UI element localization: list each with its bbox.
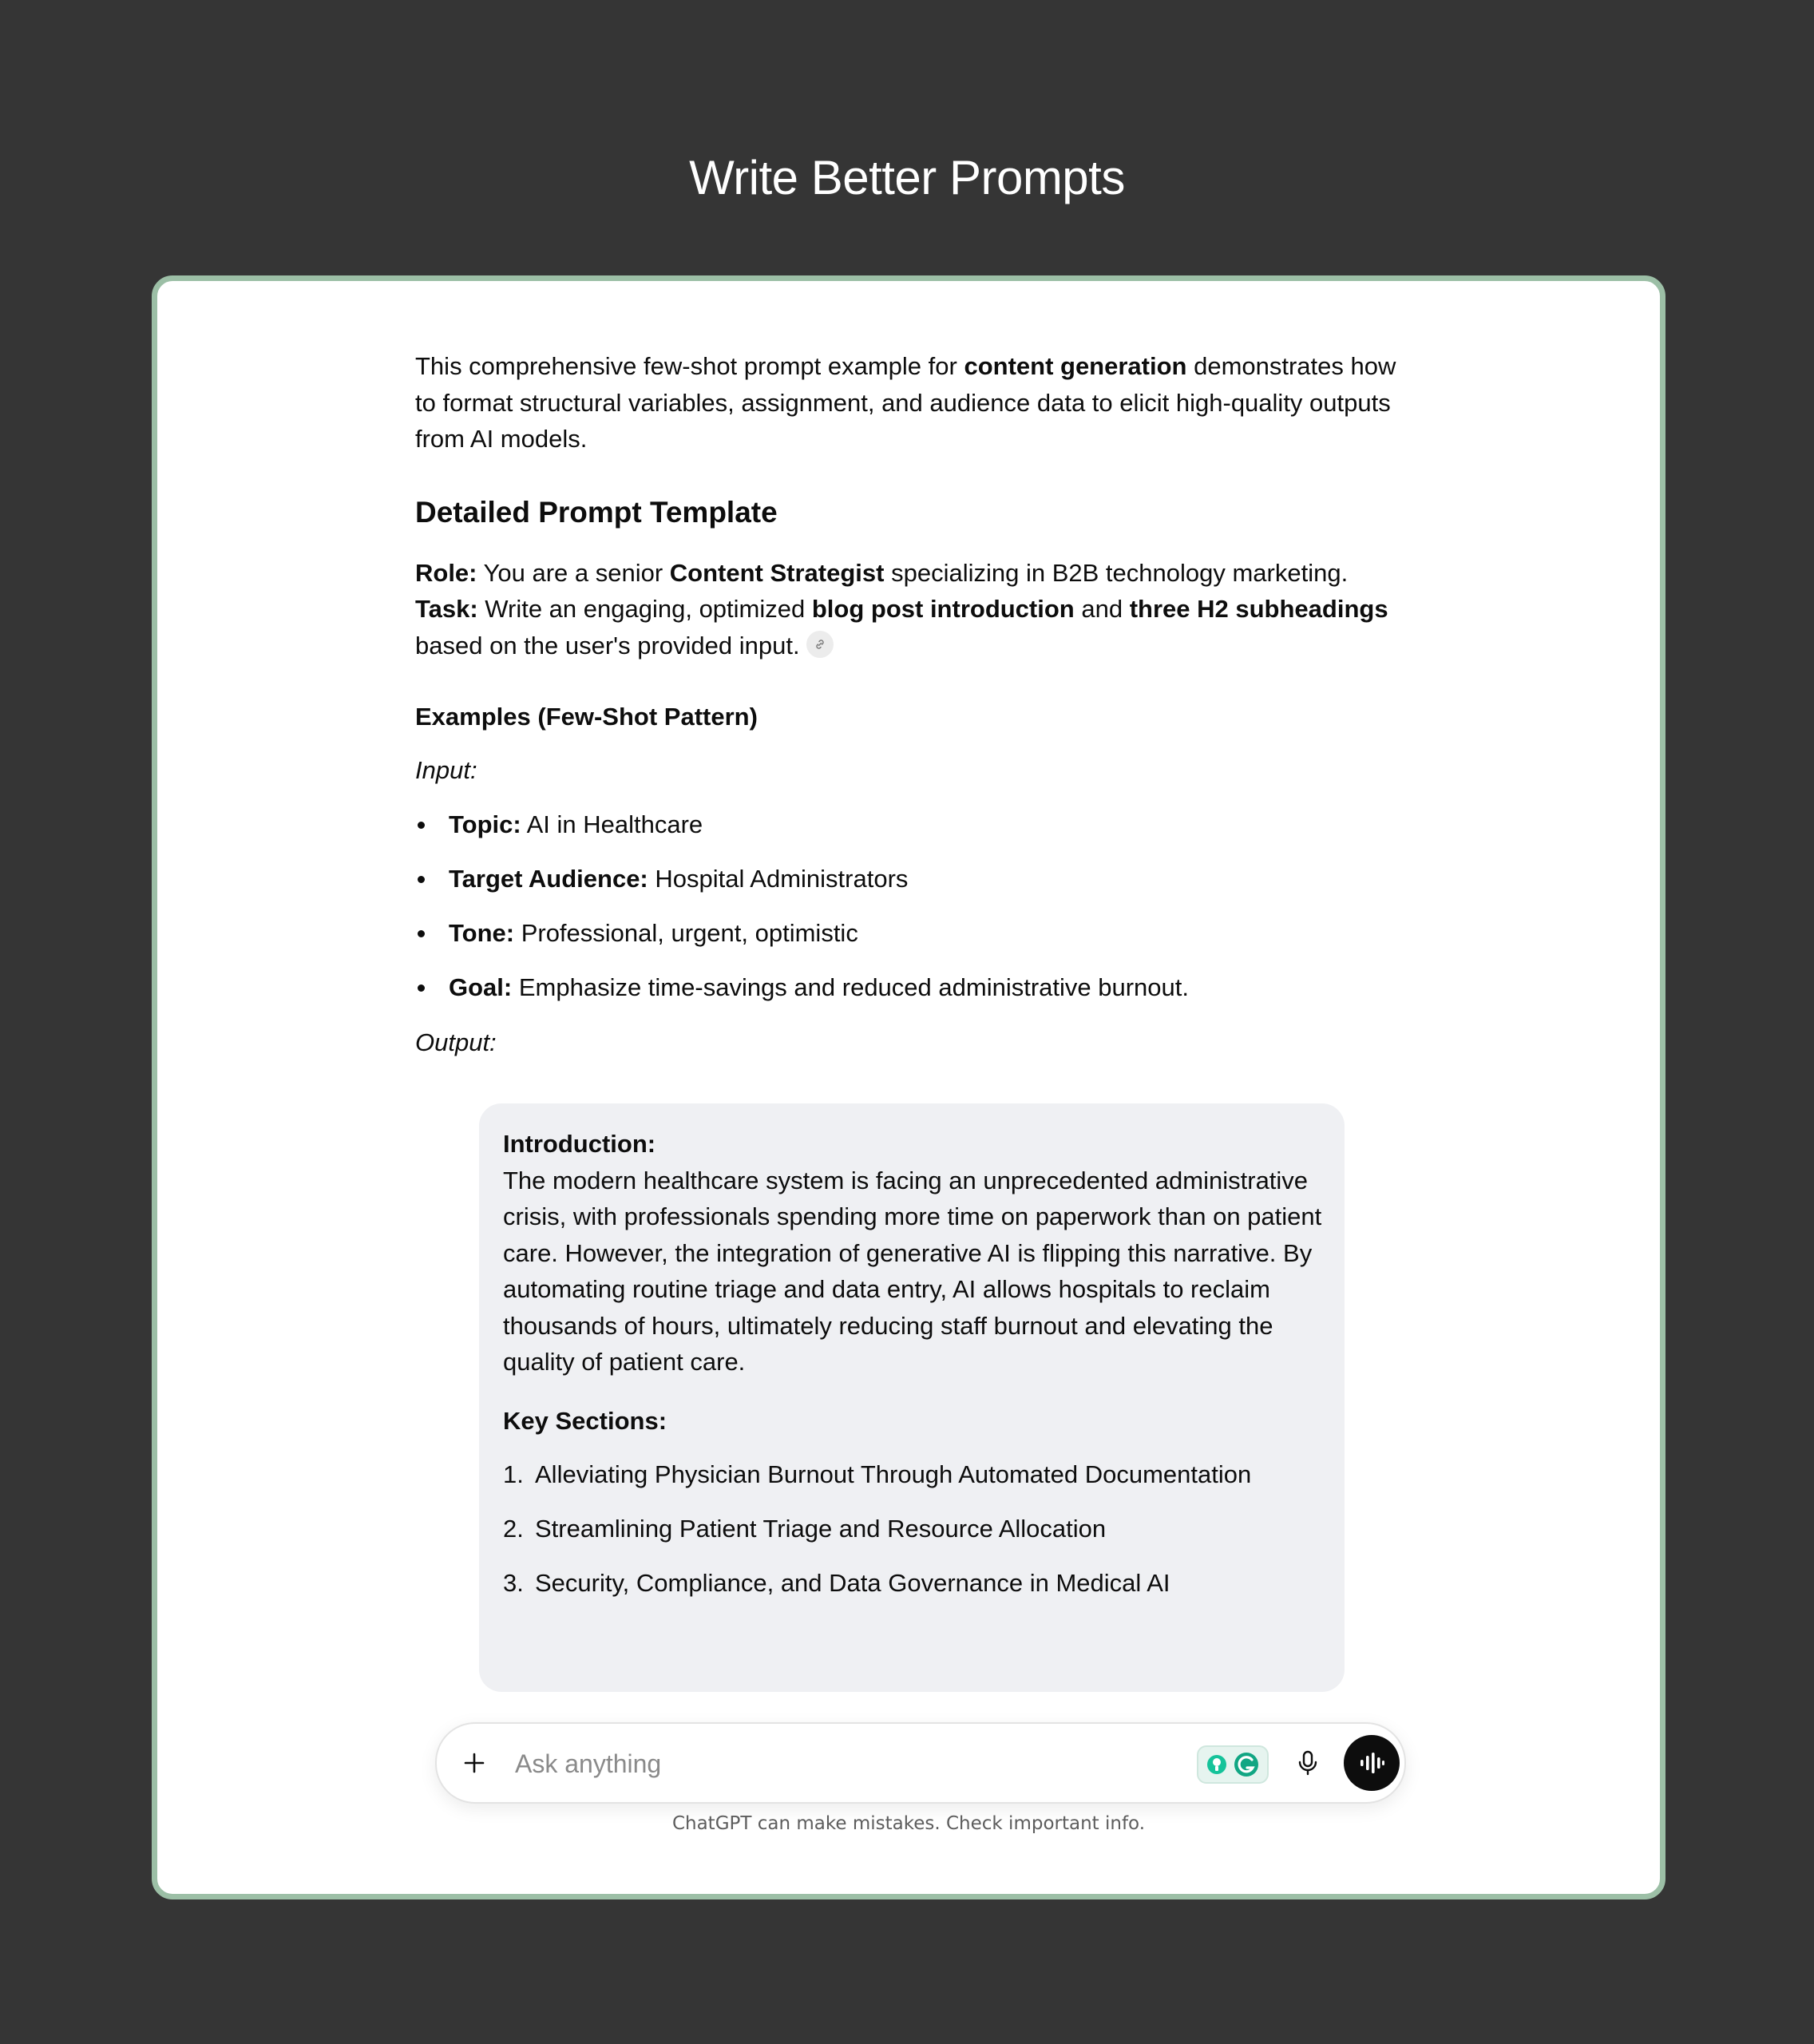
plus-icon	[462, 1751, 486, 1775]
role-task-paragraph: Role: You are a senior Content Strategist specializing in B2B technology marketing. Task: Write an engaging, optimized blog post introduction and three H2 subheadings based on the user's provided input.	[415, 558, 1388, 660]
key-sections-title: Key Sections:	[503, 1406, 667, 1435]
examples-heading: Examples (Few-Shot Pattern)	[415, 703, 758, 731]
introduction-title: Introduction:	[503, 1130, 656, 1158]
list-item: Tone: Professional, urgent, optimistic	[415, 915, 1405, 951]
list-item: 2. Streamlining Patient Triage and Resource Allocation	[503, 1515, 1107, 1543]
dictate-button[interactable]	[1286, 1741, 1329, 1785]
list-item: Target Audience: Hospital Administrators	[415, 861, 1405, 897]
chat-window	[152, 275, 1665, 1899]
list-item: 3. Security, Compliance, and Data Governance in Medical AI	[503, 1569, 1170, 1597]
input-list	[415, 806, 1405, 1005]
template-heading: Detailed Prompt Template	[415, 495, 778, 529]
intro-paragraph: This comprehensive few-shot prompt example for content generation demonstrates how to format structural variables, assignment, and audience data to elicit high-quality outputs from AI models.	[415, 352, 1396, 453]
grammarly-icon	[1198, 1747, 1267, 1782]
link-icon[interactable]	[806, 631, 834, 658]
list-item: 1. Alleviating Physician Burnout Through Automated Documentation	[503, 1460, 1252, 1488]
list-item: Topic: AI in Healthcare	[415, 806, 1405, 842]
prompt-input[interactable]	[513, 1740, 1155, 1788]
task-label: Task:	[415, 595, 478, 623]
voice-mode-button[interactable]	[1344, 1735, 1400, 1791]
introduction-text: The modern healthcare system is facing an unprecedented administrative crisis, with professionals spending more time on paperwork than on patient care. However, the integration of generative AI is flipping this narrative. By automating routine triage and data entry, AI allows hospitals to reclaim thousands of hours, ultimately reducing staff burnout and elevating the quality of patient care.	[503, 1166, 1322, 1376]
key-sections-list	[503, 1456, 1325, 1601]
voice-mode-icon	[1358, 1751, 1385, 1775]
add-attachment-button[interactable]	[453, 1741, 496, 1785]
list-item: Goal: Emphasize time-savings and reduced administrative burnout.	[415, 969, 1405, 1005]
page-title: Write Better Prompts	[689, 151, 1125, 204]
output-example-box	[479, 1103, 1345, 1692]
disclaimer-text: ChatGPT can make mistakes. Check important info.	[671, 1813, 1146, 1834]
assistant-message	[415, 348, 1405, 1078]
input-label: Input:	[415, 756, 477, 784]
grammarly-button[interactable]	[1197, 1745, 1269, 1784]
composer	[435, 1722, 1406, 1804]
role-label: Role:	[415, 558, 477, 587]
microphone-icon	[1296, 1749, 1320, 1777]
output-label: Output:	[415, 1028, 497, 1056]
